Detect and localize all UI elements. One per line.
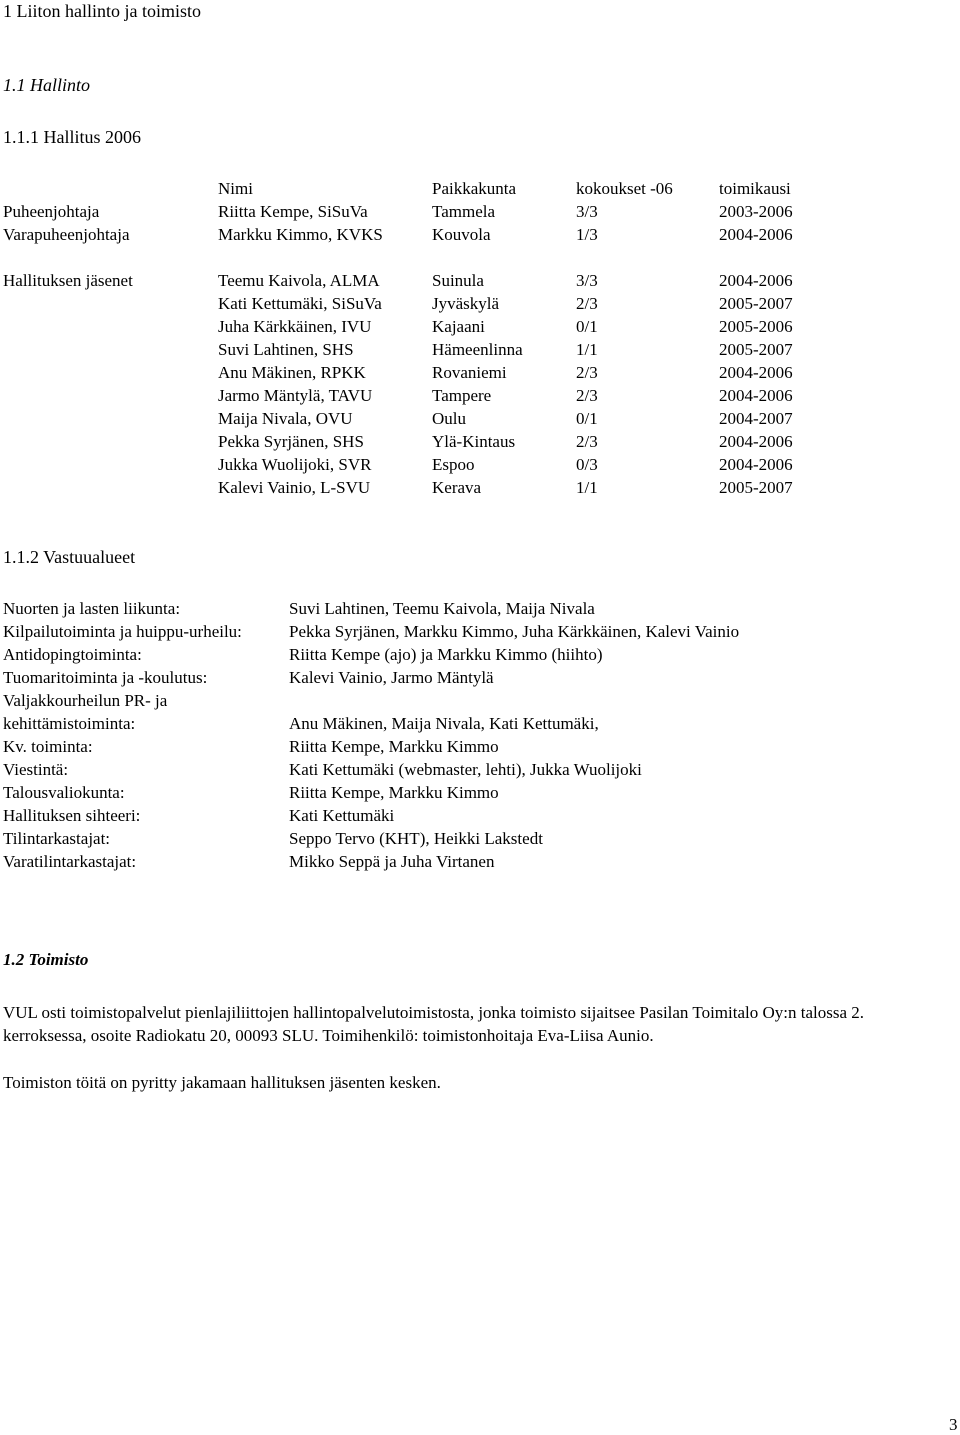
area-people: Riitta Kempe, Markku Kimmo: [289, 737, 499, 756]
place-cell: Oulu: [432, 409, 466, 428]
area-label: Hallituksen sihteeri:: [3, 806, 141, 825]
term-cell: 2004-2006: [719, 455, 793, 474]
place-cell: Hämeenlinna: [432, 340, 523, 359]
area-label: kehittämistoiminta:: [3, 714, 136, 733]
page-heading: 1 Liiton hallinto ja toimisto: [3, 1, 201, 21]
name-cell: Teemu Kaivola, ALMA: [218, 271, 380, 290]
meetings-cell: 1/3: [576, 225, 598, 244]
meetings-cell: 3/3: [576, 202, 598, 221]
area-label: Kv. toiminta:: [3, 737, 93, 756]
meetings-cell: 2/3: [576, 386, 598, 405]
area-people: Kati Kettumäki: [289, 806, 395, 825]
area-label: Tilintarkastajat:: [3, 829, 111, 848]
term-cell: 2004-2006: [719, 225, 793, 244]
header-cell: toimikausi: [719, 179, 791, 198]
role-cell: Puheenjohtaja: [3, 202, 100, 221]
term-cell: 2004-2006: [719, 432, 793, 451]
area-people: Suvi Lahtinen, Teemu Kaivola, Maija Nivala: [289, 599, 595, 618]
meetings-cell: 3/3: [576, 271, 598, 290]
name-cell: Pekka Syrjänen, SHS: [218, 432, 364, 451]
place-cell: Ylä-Kintaus: [432, 432, 516, 451]
area-people: Kati Kettumäki (webmaster, lehti), Jukka Wuolijoki: [289, 760, 642, 779]
toimisto-paragraph: VUL osti toimistopalvelut pienlajiliittojen hallintopalvelutoimistosta, jonka toimisto sijaitsee Pasilan Toimitalo Oy:n talossa 2. kerroksessa, osoite Radiokatu 20, 00093 SLU. Toimihenkilö: toimistonhoitaja Eva-Liisa Aunio.: [3, 1003, 865, 1045]
meetings-cell: 0/3: [576, 455, 598, 474]
meetings-cell: 2/3: [576, 294, 598, 313]
term-cell: 2005-2007: [719, 294, 793, 313]
area-label: Tuomaritoiminta ja -koulutus:: [3, 668, 208, 687]
area-label: Antidopingtoiminta:: [3, 645, 142, 664]
section-heading-hallinto: 1.1 Hallinto: [3, 75, 91, 95]
name-cell: Kati Kettumäki, SiSuVa: [218, 294, 382, 313]
header-cell: kokoukset -06: [576, 179, 673, 198]
place-cell: Suinula: [432, 271, 484, 290]
page-number: 3: [949, 1415, 958, 1434]
area-people: Pekka Syrjänen, Markku Kimmo, Juha Kärkkäinen, Kalevi Vainio: [289, 622, 740, 641]
place-cell: Jyväskylä: [432, 294, 500, 313]
name-cell: Jukka Wuolijoki, SVR: [218, 455, 372, 474]
meetings-cell: 0/1: [576, 409, 598, 428]
area-label: Kilpailutoiminta ja huippu-urheilu:: [3, 622, 242, 641]
term-cell: 2004-2006: [719, 363, 793, 382]
name-cell: Maija Nivala, OVU: [218, 409, 353, 428]
section-heading-toimisto: 1.2 Toimisto: [3, 950, 89, 969]
term-cell: 2005-2006: [719, 317, 793, 336]
area-label: Valjakkourheilun PR- ja: [3, 691, 168, 710]
toimisto-paragraph-2: Toimiston töitä on pyritty jakamaan hallituksen jäsenten kesken.: [3, 1073, 441, 1092]
area-people: Anu Mäkinen, Maija Nivala, Kati Kettumäki,: [289, 714, 599, 733]
meetings-cell: 1/1: [576, 340, 598, 359]
members-label: Hallituksen jäsenet: [3, 271, 133, 290]
role-cell: Varapuheenjohtaja: [3, 225, 130, 244]
term-cell: 2004-2006: [719, 386, 793, 405]
area-label: Nuorten ja lasten liikunta:: [3, 599, 181, 618]
term-cell: 2004-2006: [719, 271, 793, 290]
term-cell: 2003-2006: [719, 202, 793, 221]
name-cell: Riitta Kempe, SiSuVa: [218, 202, 368, 221]
area-people: Seppo Tervo (KHT), Heikki Lakstedt: [289, 829, 543, 848]
name-cell: Markku Kimmo, KVKS: [218, 225, 383, 244]
term-cell: 2004-2007: [719, 409, 793, 428]
term-cell: 2005-2007: [719, 340, 793, 359]
name-cell: Suvi Lahtinen, SHS: [218, 340, 354, 359]
place-cell: Espoo: [432, 455, 475, 474]
area-people: Riitta Kempe (ajo) ja Markku Kimmo (hiihto): [289, 645, 603, 664]
place-cell: Kajaani: [432, 317, 485, 336]
meetings-cell: 1/1: [576, 478, 598, 497]
meetings-cell: 2/3: [576, 432, 598, 451]
area-people: Riitta Kempe, Markku Kimmo: [289, 783, 499, 802]
term-cell: 2005-2007: [719, 478, 793, 497]
subsection-heading-hallitus: 1.1.1 Hallitus 2006: [3, 127, 141, 147]
header-cell: Nimi: [218, 179, 253, 198]
name-cell: Anu Mäkinen, RPKK: [218, 363, 366, 382]
area-label: Varatilintarkastajat:: [3, 852, 137, 871]
place-cell: Tammela: [432, 202, 496, 221]
area-people: Kalevi Vainio, Jarmo Mäntylä: [289, 668, 494, 687]
place-cell: Rovaniemi: [432, 363, 507, 382]
name-cell: Jarmo Mäntylä, TAVU: [218, 386, 373, 405]
meetings-cell: 2/3: [576, 363, 598, 382]
name-cell: Juha Kärkkäinen, IVU: [218, 317, 372, 336]
header-cell: Paikkakunta: [432, 179, 517, 198]
place-cell: Kerava: [432, 478, 482, 497]
name-cell: Kalevi Vainio, L-SVU: [218, 478, 371, 497]
area-label: Talousvaliokunta:: [3, 783, 125, 802]
area-people: Mikko Seppä ja Juha Virtanen: [289, 852, 495, 871]
subsection-heading-vastuualueet: 1.1.2 Vastuualueet: [3, 547, 136, 567]
place-cell: Kouvola: [432, 225, 491, 244]
area-label: Viestintä:: [3, 760, 69, 779]
meetings-cell: 0/1: [576, 317, 598, 336]
place-cell: Tampere: [432, 386, 492, 405]
